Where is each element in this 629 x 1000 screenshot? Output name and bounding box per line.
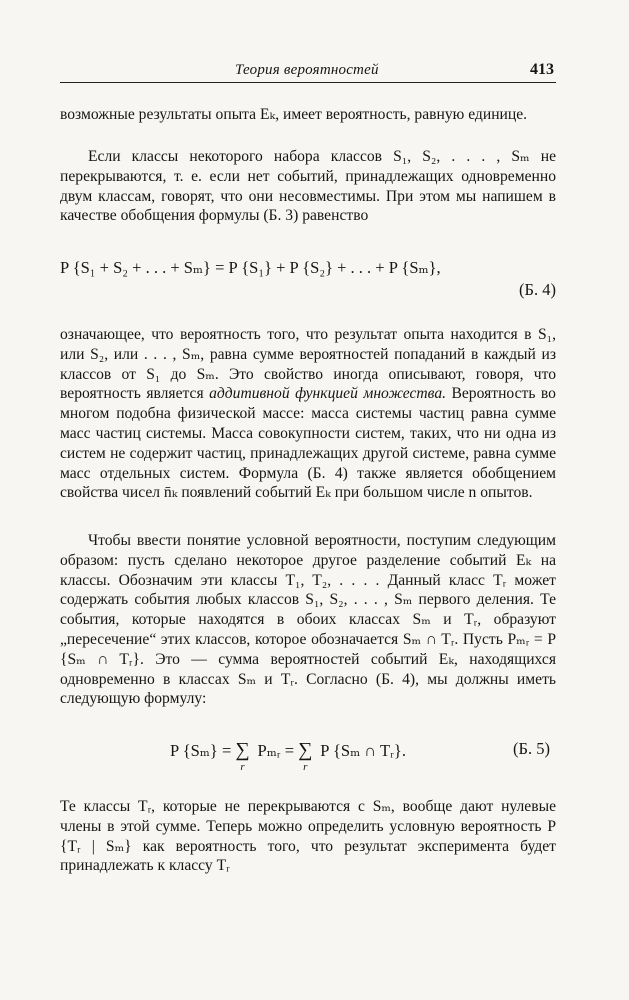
formula-b5: [60, 735, 556, 775]
summation-symbol-1: ∑ r: [235, 739, 250, 773]
formula-b5-middle: Pₘᵣ =: [253, 741, 299, 760]
page-number: 413: [530, 61, 554, 78]
summation-index-2: r: [303, 761, 308, 773]
paragraph-2-text: Если классы некоторого набора классов S₁, S₂, . . . , Sₘ не перекрываются, т. е. если нет событий, принадлежащих одновременно двум классам, говорят, что они несовместимы. При этом мы напишем в качестве обобщения формулы (Б. 3) равенство: [60, 148, 556, 225]
paragraph-5: [60, 797, 556, 876]
paragraph-2: [60, 147, 556, 226]
formula-b5-rhs: P {Sₘ ∩ Tᵣ}.: [316, 741, 406, 760]
paragraph-3-text: [60, 325, 556, 503]
formula-b5-equation: [170, 739, 406, 773]
summation-index-1: r: [240, 761, 245, 773]
paragraph-4-text: Чтобы ввести понятие условной вероятности, поступим следующим образом: пусть сделано некоторое другое разделение событий Eₖ на классы. Обозначим эти классы T₁, T₂, . . . . Данный класс Tᵣ может содержать события любых классов S₁, S₂, . . . , Sₘ первого деления. Те события, которые находятся в обоих классах Sₘ и Tᵣ, образуют „пересечение“ этих классов, которое обозначается Sₘ ∩ Tᵣ. Пусть Pₘᵣ = P {Sₘ ∩ Tᵣ}. Это — сумма вероятностей событий Eₖ, находящихся одновременно в классах Sₘ и Tᵣ. Согласно (Б. 4), мы должны иметь следующую формулу:: [60, 532, 556, 708]
paragraph-4: [60, 531, 556, 709]
additive-set-function-term: аддитивной функцией множества.: [209, 385, 447, 403]
formula-b4-number: (Б. 4): [519, 280, 556, 299]
formula-b5-number: (Б. 5): [513, 739, 550, 758]
paragraph-1: [60, 105, 556, 125]
formula-b4-equation: P {S₁ + S₂ + . . . + Sₘ} = P {S₁} + P {S₂} + . . . + P {Sₘ},: [60, 258, 441, 277]
paragraph-3: [60, 325, 556, 503]
paragraph-3-part-2: Вероятность во многом подобна физической массе: масса системы частиц равна сумме масс частиц системы. Масса совокупности систем, таких, что ни одна из систем не содержит частиц, принадлежащих другой системе, равна сумме масс отдельных систем. Формула (Б. 4) также является обобщением свойства чисел n̄ₖ появлений событий Eₖ при большом числе n опытов.: [60, 385, 556, 502]
formula-b5-lhs: P {Sₘ} =: [170, 741, 236, 760]
running-title: Теория вероятностей: [235, 62, 379, 78]
summation-symbol-2: ∑ r: [298, 739, 313, 773]
page-header: [60, 60, 556, 83]
paragraph-1-text: возможные результаты опыта Eₖ, имеет вероятность, равную единице.: [60, 106, 528, 123]
paragraph-5-text: Те классы Tᵣ, которые не перекрываются с Sₘ, вообще дают нулевые члены в этой сумме. Теперь можно определить условную вероятность P {Tᵣ | Sₘ} как вероятность того, что результат эксперимента будет принадлежать к классу Tᵣ: [60, 798, 556, 875]
paragraph-3-part-1: означающее, что вероятность того, что результат опыта находится в S₁, или S₂, или . . . , Sₘ, равна сумме вероятностей попаданий в каждый из классов от S₁ до Sₘ. Это свойство иногда описывают, говоря, что вероятность является: [60, 326, 556, 403]
